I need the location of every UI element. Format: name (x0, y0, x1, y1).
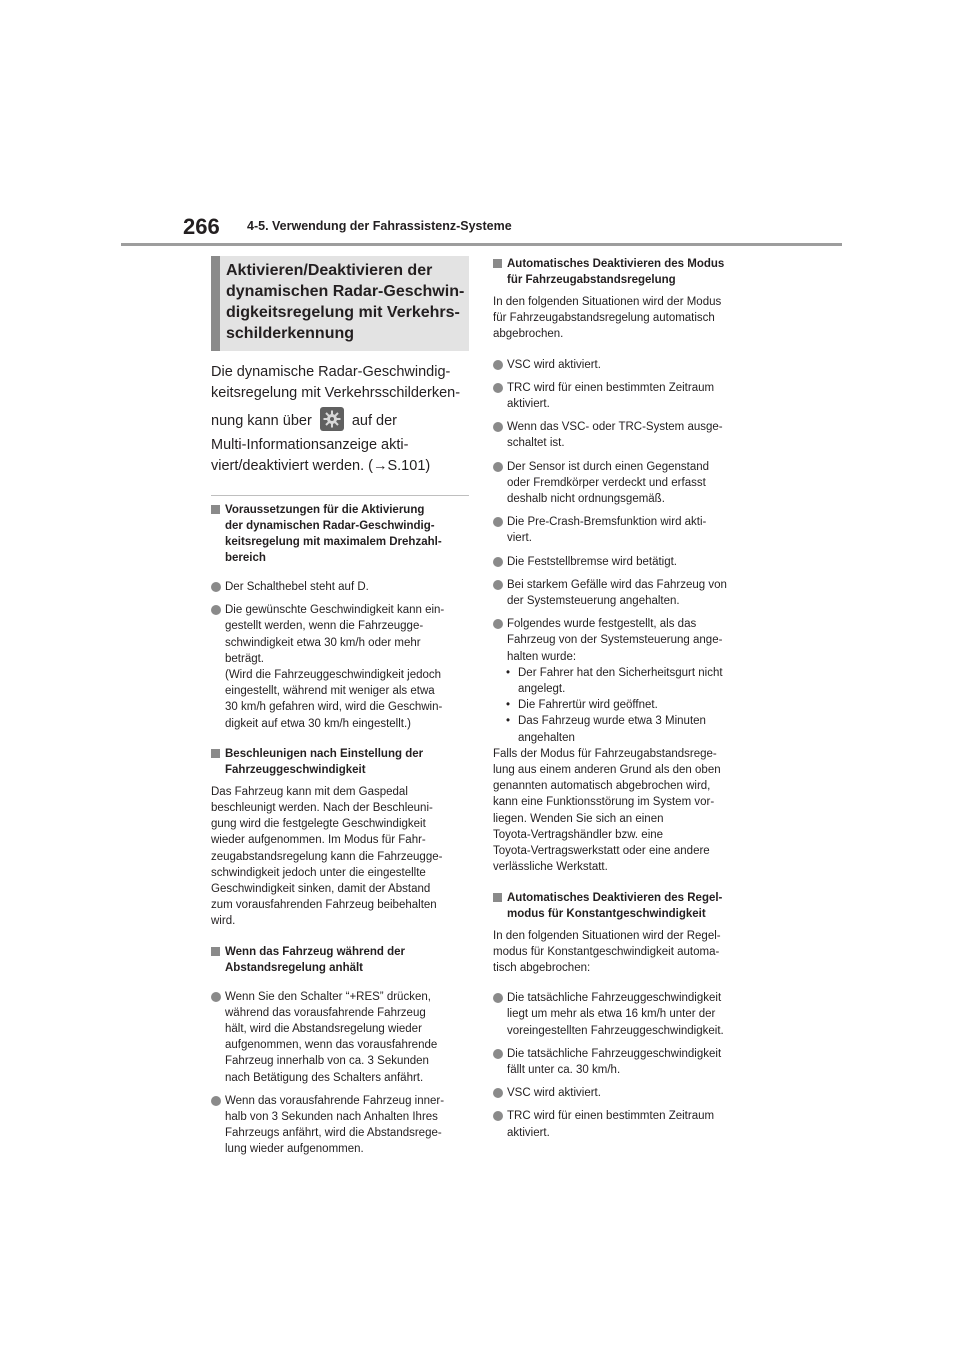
paragraph-line: verlässliche Werkstatt. (493, 861, 608, 874)
paragraph-line: Falls der Modus für Fahrzeugabstandsrege- (493, 747, 717, 760)
dash-item (493, 665, 753, 697)
bullet-item (493, 577, 753, 609)
paragraph (211, 784, 469, 930)
intro-line (211, 456, 469, 477)
dash-text: • Der Fahrer hat den Sicherheitsgurt nicht (518, 666, 723, 679)
paragraph-line: tisch abgebrochen: (493, 961, 591, 974)
subheading-line: bereich (225, 552, 266, 564)
bullet-text: Fahrzeug von der Systemsteuerung ange- (507, 634, 723, 647)
paragraph-line: abgebrochen. (493, 328, 564, 341)
bullet-item (493, 616, 753, 665)
paragraph-line: modus für Konstantgeschwindigkeit automa- (493, 945, 720, 958)
chapter-title: 4-5. Verwendung der Fahrassistenz-Systeme (247, 219, 512, 233)
subheading-line: Automatisches Deaktivieren des Modus (507, 258, 725, 270)
bullet-item (493, 1046, 753, 1078)
dash-text: • Die Fahrertür wird geöffnet. (518, 699, 658, 712)
bullet-text: nach Betätigung des Schalters anfährt. (225, 1071, 424, 1084)
paragraph-line: Das Fahrzeug kann mit dem Gaspedal (211, 785, 408, 798)
bullet-text: aktiviert. (507, 398, 550, 411)
bullet-text: Bei starkem Gefälle wird das Fahrzeug von (507, 578, 727, 591)
paragraph-line: für Fahrzeugabstandsregelung automatisch (493, 312, 715, 325)
dash-item (493, 713, 753, 745)
subheading-line: Beschleunigen nach Einstellung der (225, 747, 424, 760)
paragraph-line: In den folgenden Situationen wird der Regel- (493, 929, 721, 942)
bullet-text: aktiviert. (507, 1126, 550, 1139)
subheading-line: Abstandsregelung anhält (225, 961, 364, 974)
bullet-text: Die Pre-Crash-Bremsfunktion wird akti- (507, 516, 707, 529)
bullet-text: halten wurde: (507, 650, 577, 663)
bullet-text: Fahrzeugs anfährt, wird die Abstandsrege- (225, 1127, 442, 1140)
bullet-item (493, 554, 753, 570)
bullet-item (493, 380, 753, 412)
paragraph-line: Geschwindigkeit sinken, damit der Abstand (211, 883, 431, 896)
subheading (493, 890, 753, 922)
paragraph-line: wird. (211, 915, 236, 928)
paragraph (493, 294, 753, 343)
bullet-text: Fahrzeug innerhalb von ca. 3 Sekunden (225, 1055, 429, 1068)
heading-line: dynamischen Radar-Geschwin- (226, 283, 465, 300)
bullet-text: 30 km/h gefahren wird, wird die Geschwin- (225, 701, 443, 714)
bullet-item (211, 602, 469, 732)
bullet-text: fällt unter ca. 30 km/h. (507, 1063, 621, 1076)
paragraph-line: Toyota-Vertragswerkstatt oder eine andere (493, 845, 710, 858)
arrow-icon: → (372, 458, 388, 474)
paragraph-line: schwindigkeit jedoch unter die eingestellte (211, 866, 426, 879)
bullet-text: hält, wird die Abstandsregelung wieder (225, 1023, 422, 1036)
paragraph-line: Toyota-Vertragshändler bzw. eine (493, 828, 664, 841)
dash-text: • Das Fahrzeug wurde etwa 3 Minuten (518, 715, 706, 728)
bullet-item (493, 357, 753, 373)
bullet-item (493, 990, 753, 1039)
paragraph (493, 746, 753, 876)
heading-line: schilderkennung (226, 325, 355, 342)
paragraph-line: zeugabstandsregelung kann die Fahrzeugge- (211, 850, 443, 863)
bullet-text: Die Feststellbremse wird betätigt. (507, 555, 678, 568)
intro-line: keitsregelung mit Verkehrsschilderken- (211, 385, 461, 401)
bullet-text: aufgenommen, wenn das vorausfahrende (225, 1039, 438, 1052)
paragraph (493, 928, 753, 977)
bullet-text: Der Schalthebel steht auf D. (225, 581, 369, 593)
paragraph-line: In den folgenden Situationen wird der Modus (493, 296, 722, 308)
bullet-item (211, 1093, 469, 1158)
subheading (211, 502, 469, 566)
bullet-text: TRC wird für einen bestimmten Zeitraum (507, 1110, 715, 1123)
left-column (211, 256, 469, 1165)
bullet-text: Folgendes wurde festgestellt, als das (507, 618, 697, 631)
header-divider (121, 243, 842, 246)
bullet-text: lung wieder aufgenommen. (225, 1143, 364, 1156)
dash-text: angehalten (518, 731, 575, 744)
paragraph-line: lung aus einem anderen Grund als den oben (493, 764, 721, 777)
intro-text: viert/deaktiviert werden. ( (211, 458, 373, 474)
bullet-text: deshalb nicht ordnungsgemäß. (507, 493, 665, 506)
dash-item (493, 697, 753, 713)
bullet-text: liegt um mehr als etwa 16 km/h unter der (507, 1008, 716, 1021)
subheading (211, 944, 469, 976)
bullet-text: VSC wird aktiviert. (507, 358, 601, 371)
bullet-text: digkeit auf etwa 30 km/h eingestellt.) (225, 717, 412, 730)
subheading-line: keitsregelung mit maximalem Drehzahl- (225, 536, 442, 548)
bullet-text: schwindigkeit etwa 30 km/h oder mehr (225, 636, 421, 649)
page-number: 266 (183, 214, 220, 239)
bullet-text: VSC wird aktiviert. (507, 1087, 601, 1100)
subheading-line: Fahrzeuggeschwindigkeit (225, 763, 366, 776)
bullet-text: Die gewünschte Geschwindigkeit kann ein- (225, 604, 445, 617)
intro-line: Multi-Informationsanzeige akti- (211, 437, 409, 453)
bullet-item (493, 459, 753, 508)
bullet-text: halb von 3 Sekunden nach Anhalten Ihres (225, 1111, 438, 1124)
bullet-text: schaltet ist. (507, 437, 565, 450)
bullet-item (211, 579, 469, 595)
bullet-text: Wenn Sie den Schalter “+RES” drücken, (225, 990, 431, 1003)
intro-paragraph (211, 362, 469, 477)
bullet-text: Die tatsächliche Fahrzeuggeschwindigkeit (507, 992, 722, 1005)
intro-text: nung kann über (211, 413, 312, 429)
subheading (211, 746, 469, 778)
paragraph-line: zum vorausfahrenden Fahrzeug beibehalten (211, 899, 437, 912)
bullet-item (211, 989, 469, 1086)
subheading-line: der dynamischen Radar-Geschwindig- (225, 520, 435, 532)
section-heading (211, 256, 469, 351)
paragraph-line: liegen. Wenden Sie sich an einen (493, 812, 664, 825)
bullet-text: Wenn das vorausfahrende Fahrzeug inner- (225, 1094, 445, 1107)
subheading-line: für Fahrzeugabstandsregelung (507, 274, 676, 286)
bullet-text: eingestellt, während mit weniger als etwa (225, 685, 435, 698)
bullet-text: TRC wird für einen bestimmten Zeitraum (507, 381, 715, 394)
subheading-line: Voraussetzungen für die Aktivierung (225, 504, 425, 516)
intro-line: Die dynamische Radar-Geschwindig- (211, 364, 451, 380)
bullet-text: Wenn das VSC- oder TRC-System ausge- (507, 421, 723, 434)
bullet-text: beträgt. (225, 652, 264, 665)
bullet-text: viert. (507, 532, 532, 545)
bullet-text: während das vorausfahrende Fahrzeug (225, 1006, 426, 1019)
intro-line (211, 407, 469, 432)
bullet-item (493, 1108, 753, 1140)
heading-line: Aktivieren/Deaktivieren der (226, 262, 433, 279)
paragraph-line: wieder aufgenommen. Im Modus für Fahr- (211, 834, 426, 847)
intro-text: auf der (351, 413, 397, 429)
heading-line: digkeitsregelung mit Verkehrs- (226, 304, 460, 321)
subheading-line: Wenn das Fahrzeug während der (225, 945, 405, 958)
bullet-text: oder Fremdkörper verdeckt und erfasst (507, 476, 706, 489)
bullet-text: Der Sensor ist durch einen Gegenstand (507, 460, 710, 473)
bullet-text: Die tatsächliche Fahrzeuggeschwindigkeit (507, 1047, 722, 1060)
right-column (493, 256, 753, 1148)
bullet-text: (Wird die Fahrzeuggeschwindigkeit jedoch (225, 669, 442, 682)
subheading (493, 256, 753, 288)
bullet-text: der Systemsteuerung angehalten. (507, 595, 680, 608)
bullet-item (493, 1085, 753, 1101)
gear-icon (320, 407, 344, 431)
bullet-item (493, 419, 753, 451)
paragraph-line: gung wird die festgelegte Geschwindigkeit (211, 818, 426, 831)
paragraph-line: beschleunigt werden. Nach der Beschleuni- (211, 802, 433, 815)
page-reference[interactable]: S.101) (387, 458, 431, 474)
bullet-item (493, 514, 753, 546)
section-divider (211, 495, 469, 496)
bullet-text: gestellt werden, wenn die Fahrzeugge- (225, 620, 424, 633)
bullet-text: voreingestellten Fahrzeuggeschwindigkeit. (507, 1024, 724, 1037)
subheading-line: modus für Konstantgeschwindigkeit (507, 907, 706, 920)
paragraph-line: genannten automatisch abgebrochen wird, (493, 780, 711, 793)
paragraph-line: kann eine Funktionsstörung im System vor- (493, 796, 715, 809)
dash-text: angelegt. (518, 683, 566, 696)
subheading-line: Automatisches Deaktivieren des Regel- (507, 891, 723, 904)
